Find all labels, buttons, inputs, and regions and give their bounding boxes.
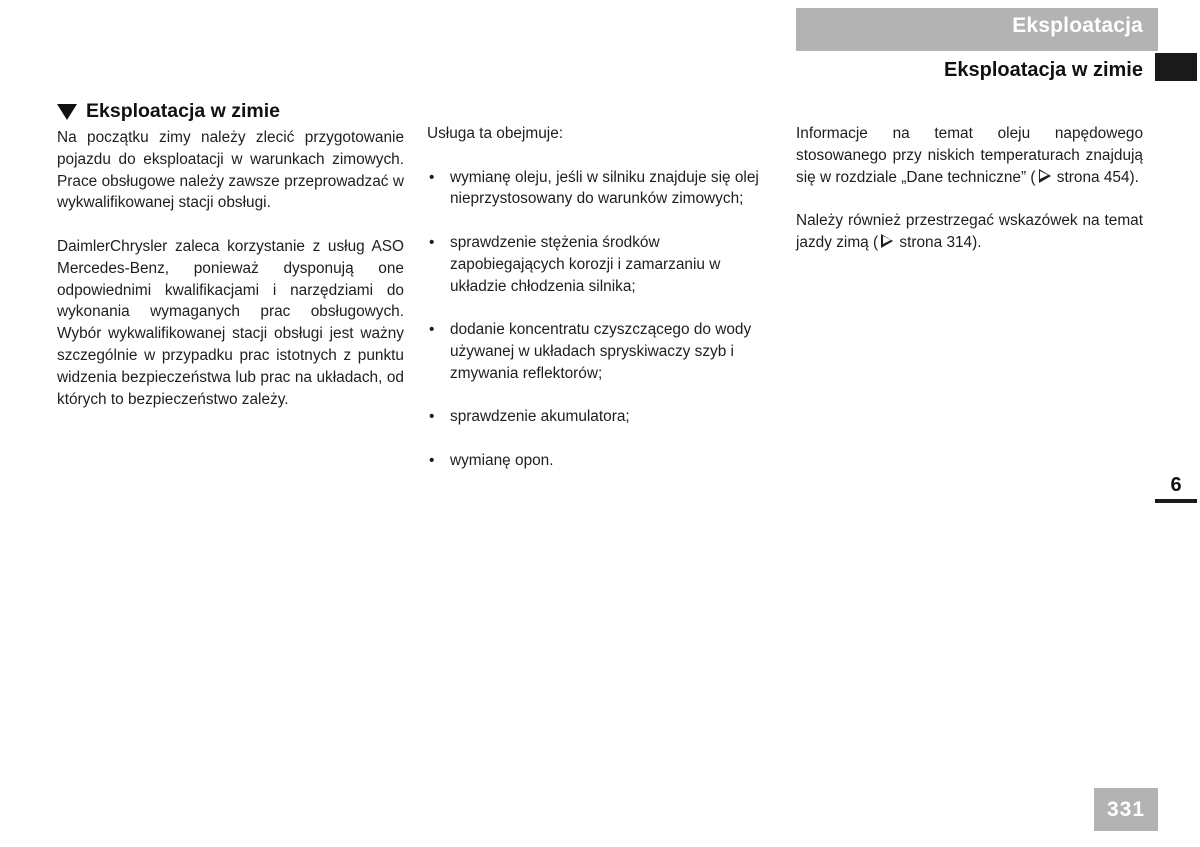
- text-column-right: [796, 123, 1143, 254]
- bullet-icon: •: [429, 321, 435, 339]
- section-heading-text: Eksploatacja w zimie: [86, 100, 281, 122]
- list-intro: Usługa ta obejmuje:: [427, 125, 564, 142]
- paragraph-text: ).: [1129, 168, 1139, 186]
- page-reference-link[interactable]: strona 314: [899, 233, 973, 251]
- list-item-text: sprawdzenie akumulatora;: [450, 408, 630, 426]
- list-item: [427, 167, 774, 211]
- paragraph: [796, 210, 1143, 254]
- bullet-icon: •: [429, 408, 435, 426]
- paragraph-text: Należy również przestrzegać wskazówek na temat jazdy zimą (: [796, 212, 1143, 251]
- bullet-icon: •: [429, 233, 435, 251]
- paragraph: DaimlerChrysler zaleca korzystanie z usług ASO Mercedes-Benz, ponieważ dysponują one odpowiednimi kwalifikacjami i narzędziami do wykonania wymaganych prac obsługowych. Wybór wykwalifikowanej stacji obsługi jest ważny szczególnie w przypadku prac istotnych z punktu widzenia bezpieczeństwa lub prac na układach, od których to bezpieczeństwo zależy.: [57, 237, 404, 408]
- list-item: [427, 232, 774, 297]
- list-item-text: wymianę oleju, jeśli w silniku znajduje się olej nieprzystosowany do warunków zimowych;: [450, 168, 759, 208]
- list-item-text: sprawdzenie stężenia środków zapobiegających korozji i zamarzaniu w układzie chłodzenia silnika;: [450, 233, 721, 295]
- paragraph: Na początku zimy należy zlecić przygotowanie pojazdu do eksploatacji w warunkach zimowych. Prace obsługowe należy zawsze przeprowadzać w wykwalifikowanej stacji obsługi.: [57, 129, 404, 212]
- text-column-middle: [427, 123, 774, 494]
- bullet-icon: •: [429, 451, 435, 469]
- paragraph-text: Informacje na temat oleju napędowego stosowanego przy niskich temperaturach znajdują się w rozdziale „Dane techniczne” (: [796, 125, 1143, 186]
- page-number-box: [1094, 788, 1158, 831]
- section-title: Eksploatacja w zimie: [944, 59, 1143, 81]
- page-number: 331: [1106, 798, 1146, 821]
- chapter-header-bar: [796, 8, 1158, 51]
- section-heading: [57, 98, 404, 124]
- service-list: [427, 167, 774, 472]
- list-item: [427, 450, 774, 472]
- paragraph-text: ).: [972, 233, 982, 251]
- chapter-tab-underline: [1155, 499, 1197, 503]
- section-marker-block: [1155, 53, 1197, 81]
- text-column-left: [57, 98, 404, 410]
- bullet-icon: •: [429, 168, 435, 186]
- list-item: [427, 319, 774, 384]
- paragraph: [796, 123, 1143, 188]
- list-item-text: dodanie koncentratu czyszczącego do wody używanej w układach spryskiwaczy szyb i zmywania reflektorów;: [450, 321, 752, 382]
- list-item-text: wymianę opon.: [450, 451, 554, 469]
- chapter-tab-number: 6: [1170, 474, 1182, 496]
- page-reference-arrow-icon: [881, 234, 893, 248]
- page-reference-arrow-icon: [1039, 169, 1051, 183]
- chapter-title: Eksploatacja: [1012, 14, 1143, 37]
- page-reference-link[interactable]: strona 454: [1056, 168, 1130, 186]
- triangle-down-icon: [57, 104, 77, 120]
- list-item: [427, 406, 774, 428]
